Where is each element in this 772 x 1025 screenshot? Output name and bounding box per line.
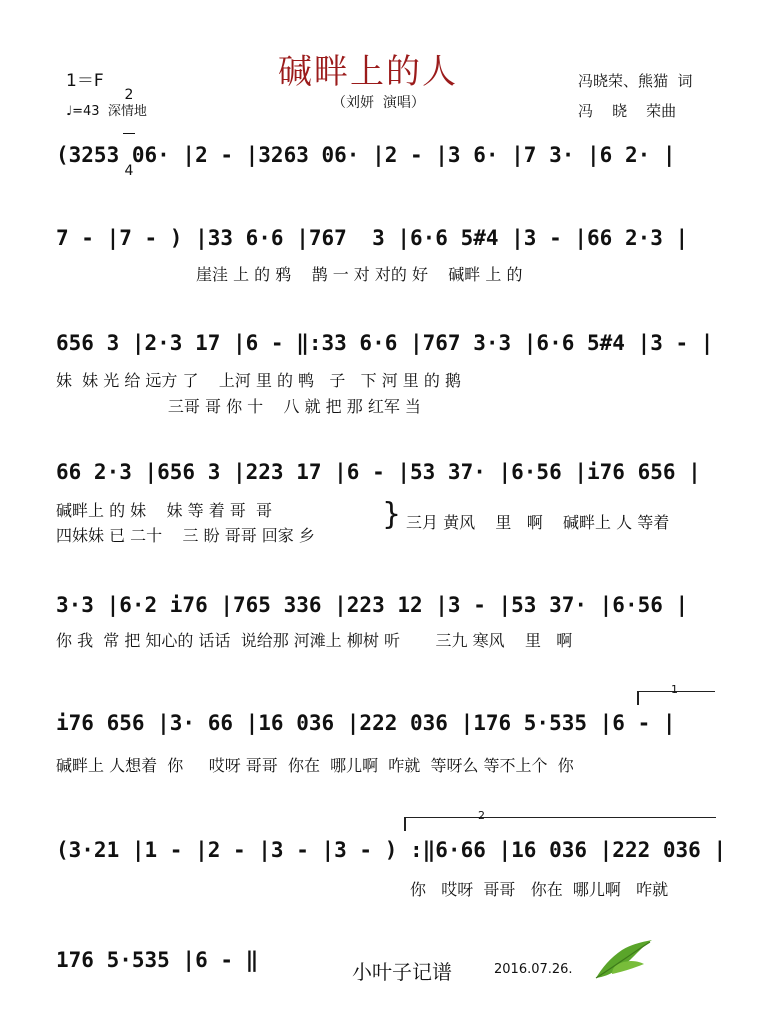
- volta-2-tick: [404, 817, 406, 831]
- lyric-line-7: 你 哎呀 哥哥 你在 哪儿啊 咋就: [410, 880, 669, 899]
- volta-1-bracket: [637, 683, 715, 696]
- lyric-line-5: 你 我 常 把 知心的 话话 说给那 河滩上 柳树 听 三九 寒风 里 啊: [56, 631, 573, 650]
- transcriber-credit: 小叶子记谱: [352, 960, 452, 984]
- tempo-marking: ♩=43 深情地: [66, 104, 147, 119]
- lyric-line-4c: 三月 黄风 里 啊 碱畔上 人 等着: [406, 513, 670, 532]
- transcription-date: 2016.07.26.: [494, 962, 573, 977]
- time-signature: [120, 58, 138, 209]
- singer-credit: （刘妍 演唱）: [332, 95, 425, 111]
- score-line-3: 656 3 |2·3 17 |6 - ‖:33 6·6 |767 3·3 |6·6 5#4 |3 - |: [56, 331, 714, 355]
- score-line-5: 3·3 |6·2 i76 |765 336 |223 12 |3 - |53 37· |6·56 |: [56, 593, 689, 617]
- brace-symbol: }: [382, 497, 402, 532]
- lyric-line-2: 崖洼 上 的 鸦 鹊 一 对 对的 好 碱畔 上 的: [196, 265, 523, 284]
- volta-2-bracket: [404, 809, 716, 822]
- key-signature: 1＝F: [66, 71, 104, 91]
- score-line-1: (3253 06· |2 - |3263 06· |2 - |3 6· |7 3· |6 2· |: [56, 143, 676, 167]
- time-numerator: 2: [124, 87, 134, 103]
- lyric-line-3a: 妹 妹 光 给 远方 了 上河 里 的 鸭 子 下 河 里 的 鹅: [56, 371, 461, 390]
- volta-1-tick: [637, 691, 639, 705]
- score-line-7: (3·21 |1 - |2 - |3 - |3 - ) :‖6·66 |16 036 |222 036 |: [56, 838, 727, 862]
- lyric-line-3b: 三哥 哥 你 十 八 就 把 那 红军 当: [56, 397, 421, 416]
- volta-2-label: 2: [478, 809, 485, 822]
- lyric-line-4a: 碱畔上 的 妹 妹 等 着 哥 哥: [56, 501, 272, 520]
- composer-credit: 冯 晓 荣曲: [578, 102, 677, 120]
- score-line-6: i76 656 |3· 66 |16 036 |222 036 |176 5·535 |6 - |: [56, 711, 676, 735]
- lyric-line-4b: 四妹妹 已 二十 三 盼 哥哥 回家 乡: [56, 526, 315, 545]
- score-line-4: 66 2·3 |656 3 |223 17 |6 - |53 37· |6·56 |i76 656 |: [56, 460, 701, 484]
- time-divider: [123, 133, 135, 134]
- song-title: 碱畔上的人: [278, 52, 458, 92]
- lyricist-credit: 冯晓荣、熊猫 词: [578, 72, 693, 90]
- score-line-2: 7 - |7 - ) |33 6·6 |767 3 |6·6 5#4 |3 - |66 2·3 |: [56, 226, 689, 250]
- time-denominator: 4: [124, 163, 134, 179]
- green-leaf-icon: [592, 938, 656, 984]
- score-line-8: 176 5·535 |6 - ‖: [56, 948, 259, 972]
- volta-1-label: 1: [671, 683, 678, 696]
- lyric-line-6: 碱畔上 人想着 你 哎呀 哥哥 你在 哪儿啊 咋就 等呀么 等不上个 你: [56, 756, 574, 775]
